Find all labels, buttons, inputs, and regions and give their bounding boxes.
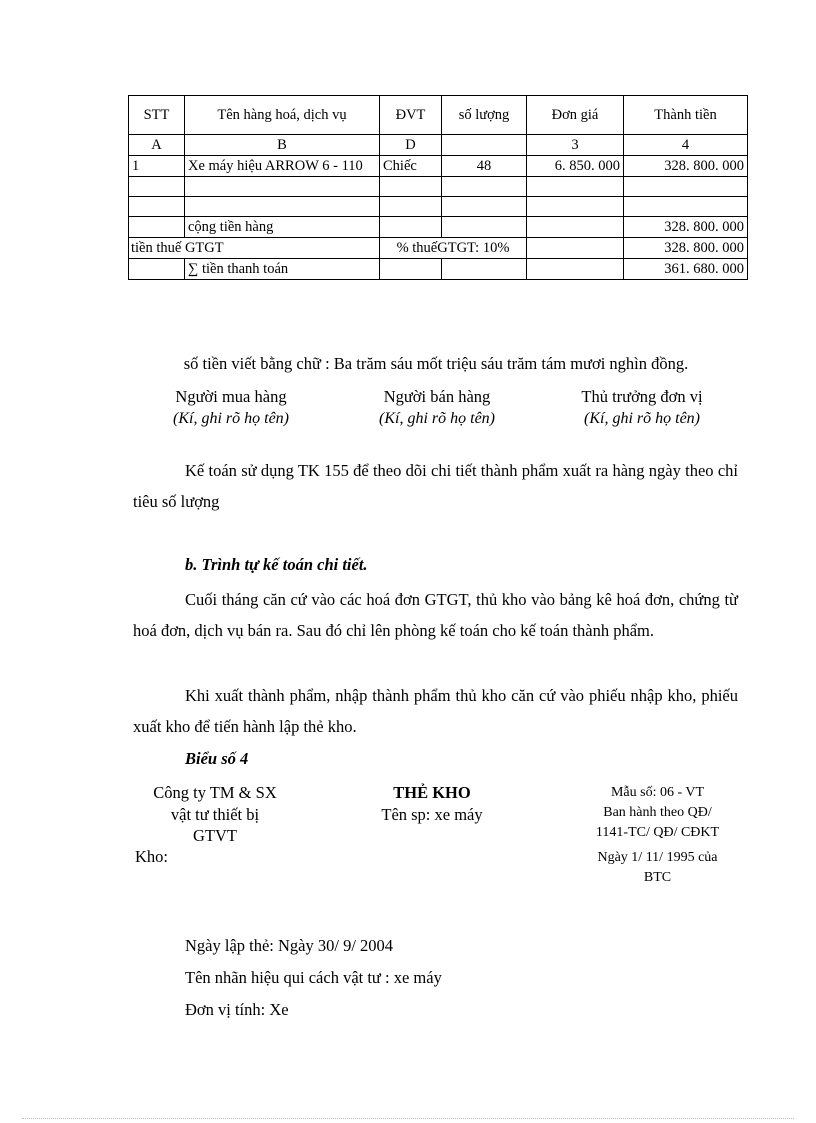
paragraph-month-end: Cuối tháng căn cứ vào các hoá đơn GTGT, thủ kho vào bảng kê hoá đơn, chứng từ hoá đơn, dịch vụ bán ra. Sau đó chỉ lên phòng kế toán cho kế toán thành phẩm. (133, 590, 738, 640)
form-info-line-1: Mẫu số: 06 - VT (610, 785, 705, 800)
signature-head (542, 386, 742, 429)
item-qty: 48 (442, 156, 527, 177)
item-amount: 328. 800. 000 (624, 156, 748, 177)
item-price: 6. 850. 000 (527, 156, 624, 177)
company-line-1: Công ty TM & SX (153, 783, 277, 802)
header-name: Tên hàng hoá, dịch vụ (185, 96, 380, 135)
code-4: 4 (624, 135, 748, 156)
signature-seller (337, 386, 537, 429)
table-row-total (129, 259, 748, 280)
page-bottom-divider (22, 1118, 794, 1119)
code-empty (442, 135, 527, 156)
form-info-line-5: BTC (643, 870, 672, 885)
card-header (352, 782, 512, 825)
header-stt: STT (129, 96, 185, 135)
signature-note: (Kí, ghi rõ họ tên) (379, 410, 495, 427)
table-row-empty (129, 177, 748, 197)
item-unit: Chiếc (380, 156, 442, 177)
table-row-vat (129, 238, 748, 259)
header-unit: ĐVT (380, 96, 442, 135)
form-label: Biểu số 4 (185, 749, 249, 768)
table-row-subtotal (129, 217, 748, 238)
signature-note: (Kí, ghi rõ họ tên) (173, 410, 289, 427)
code-3: 3 (527, 135, 624, 156)
table-row-empty (129, 197, 748, 217)
signature-note: (Kí, ghi rõ họ tên) (584, 410, 700, 427)
vat-rate: % thuếGTGT: 10% (380, 238, 527, 259)
signature-title: Thủ trưởng đơn vị (581, 387, 703, 406)
card-title: THẺ KHO (393, 783, 471, 802)
amount-in-words: số tiền viết bằng chữ : Ba trăm sáu mốt triệu sáu trăm tám mươi nghìn đồng. (183, 354, 689, 373)
signature-buyer (131, 386, 331, 429)
form-info-line-2: Ban hành theo QĐ/ (603, 805, 712, 820)
paragraph-tk155: Kế toán sử dụng TK 155 để theo dõi chi tiết thành phẩm xuất ra hàng ngày theo chỉ tiêu số lượng (133, 461, 738, 511)
subtotal-label: cộng tiền hàng (185, 217, 380, 238)
warehouse-label: Kho: (135, 847, 168, 866)
signature-title: Người bán hàng (383, 387, 491, 406)
card-spec: Tên nhãn hiệu qui cách vật tư : xe máy (185, 968, 442, 987)
paragraph-stock-card: Khi xuất thành phẩm, nhập thành phẩm thủ kho căn cứ vào phiếu nhập kho, phiếu xuất kho để tiến hành lập thẻ kho. (133, 686, 738, 736)
code-d: D (380, 135, 442, 156)
form-info (570, 783, 745, 888)
product-name: Tên sp: xe máy (381, 804, 483, 824)
code-a: A (129, 135, 185, 156)
form-info-line-3: 1141-TC/ QĐ/ CĐKT (595, 825, 720, 840)
table-row-item (129, 156, 748, 177)
section-heading: b. Trình tự kế toán chi tiết. (185, 555, 368, 574)
company-line-2: vật tư thiết bị (170, 804, 260, 824)
form-info-line-4: Ngày 1/ 11/ 1995 của (597, 850, 718, 865)
signature-title: Người mua hàng (175, 387, 287, 406)
item-name: Xe máy hiệu ARROW 6 - 110 (185, 156, 380, 177)
table-header-row (129, 96, 748, 135)
card-unit: Đơn vị tính: Xe (185, 1000, 289, 1019)
header-price: Đơn giá (527, 96, 624, 135)
company-block (130, 782, 300, 847)
vat-label: tiền thuế GTGT (129, 238, 380, 259)
invoice-table (128, 95, 748, 280)
total-amount: 361. 680. 000 (624, 259, 748, 280)
vat-amount: 328. 800. 000 (624, 238, 748, 259)
card-date: Ngày lập thẻ: Ngày 30/ 9/ 2004 (185, 936, 394, 955)
company-line-3: GTVT (193, 826, 237, 845)
header-amount: Thành tiền (624, 96, 748, 135)
table-code-row (129, 135, 748, 156)
item-stt: 1 (129, 156, 185, 177)
code-b: B (185, 135, 380, 156)
subtotal-amount: 328. 800. 000 (624, 217, 748, 238)
total-label: ∑ tiền thanh toán (185, 259, 380, 280)
header-qty: số lượng (442, 96, 527, 135)
